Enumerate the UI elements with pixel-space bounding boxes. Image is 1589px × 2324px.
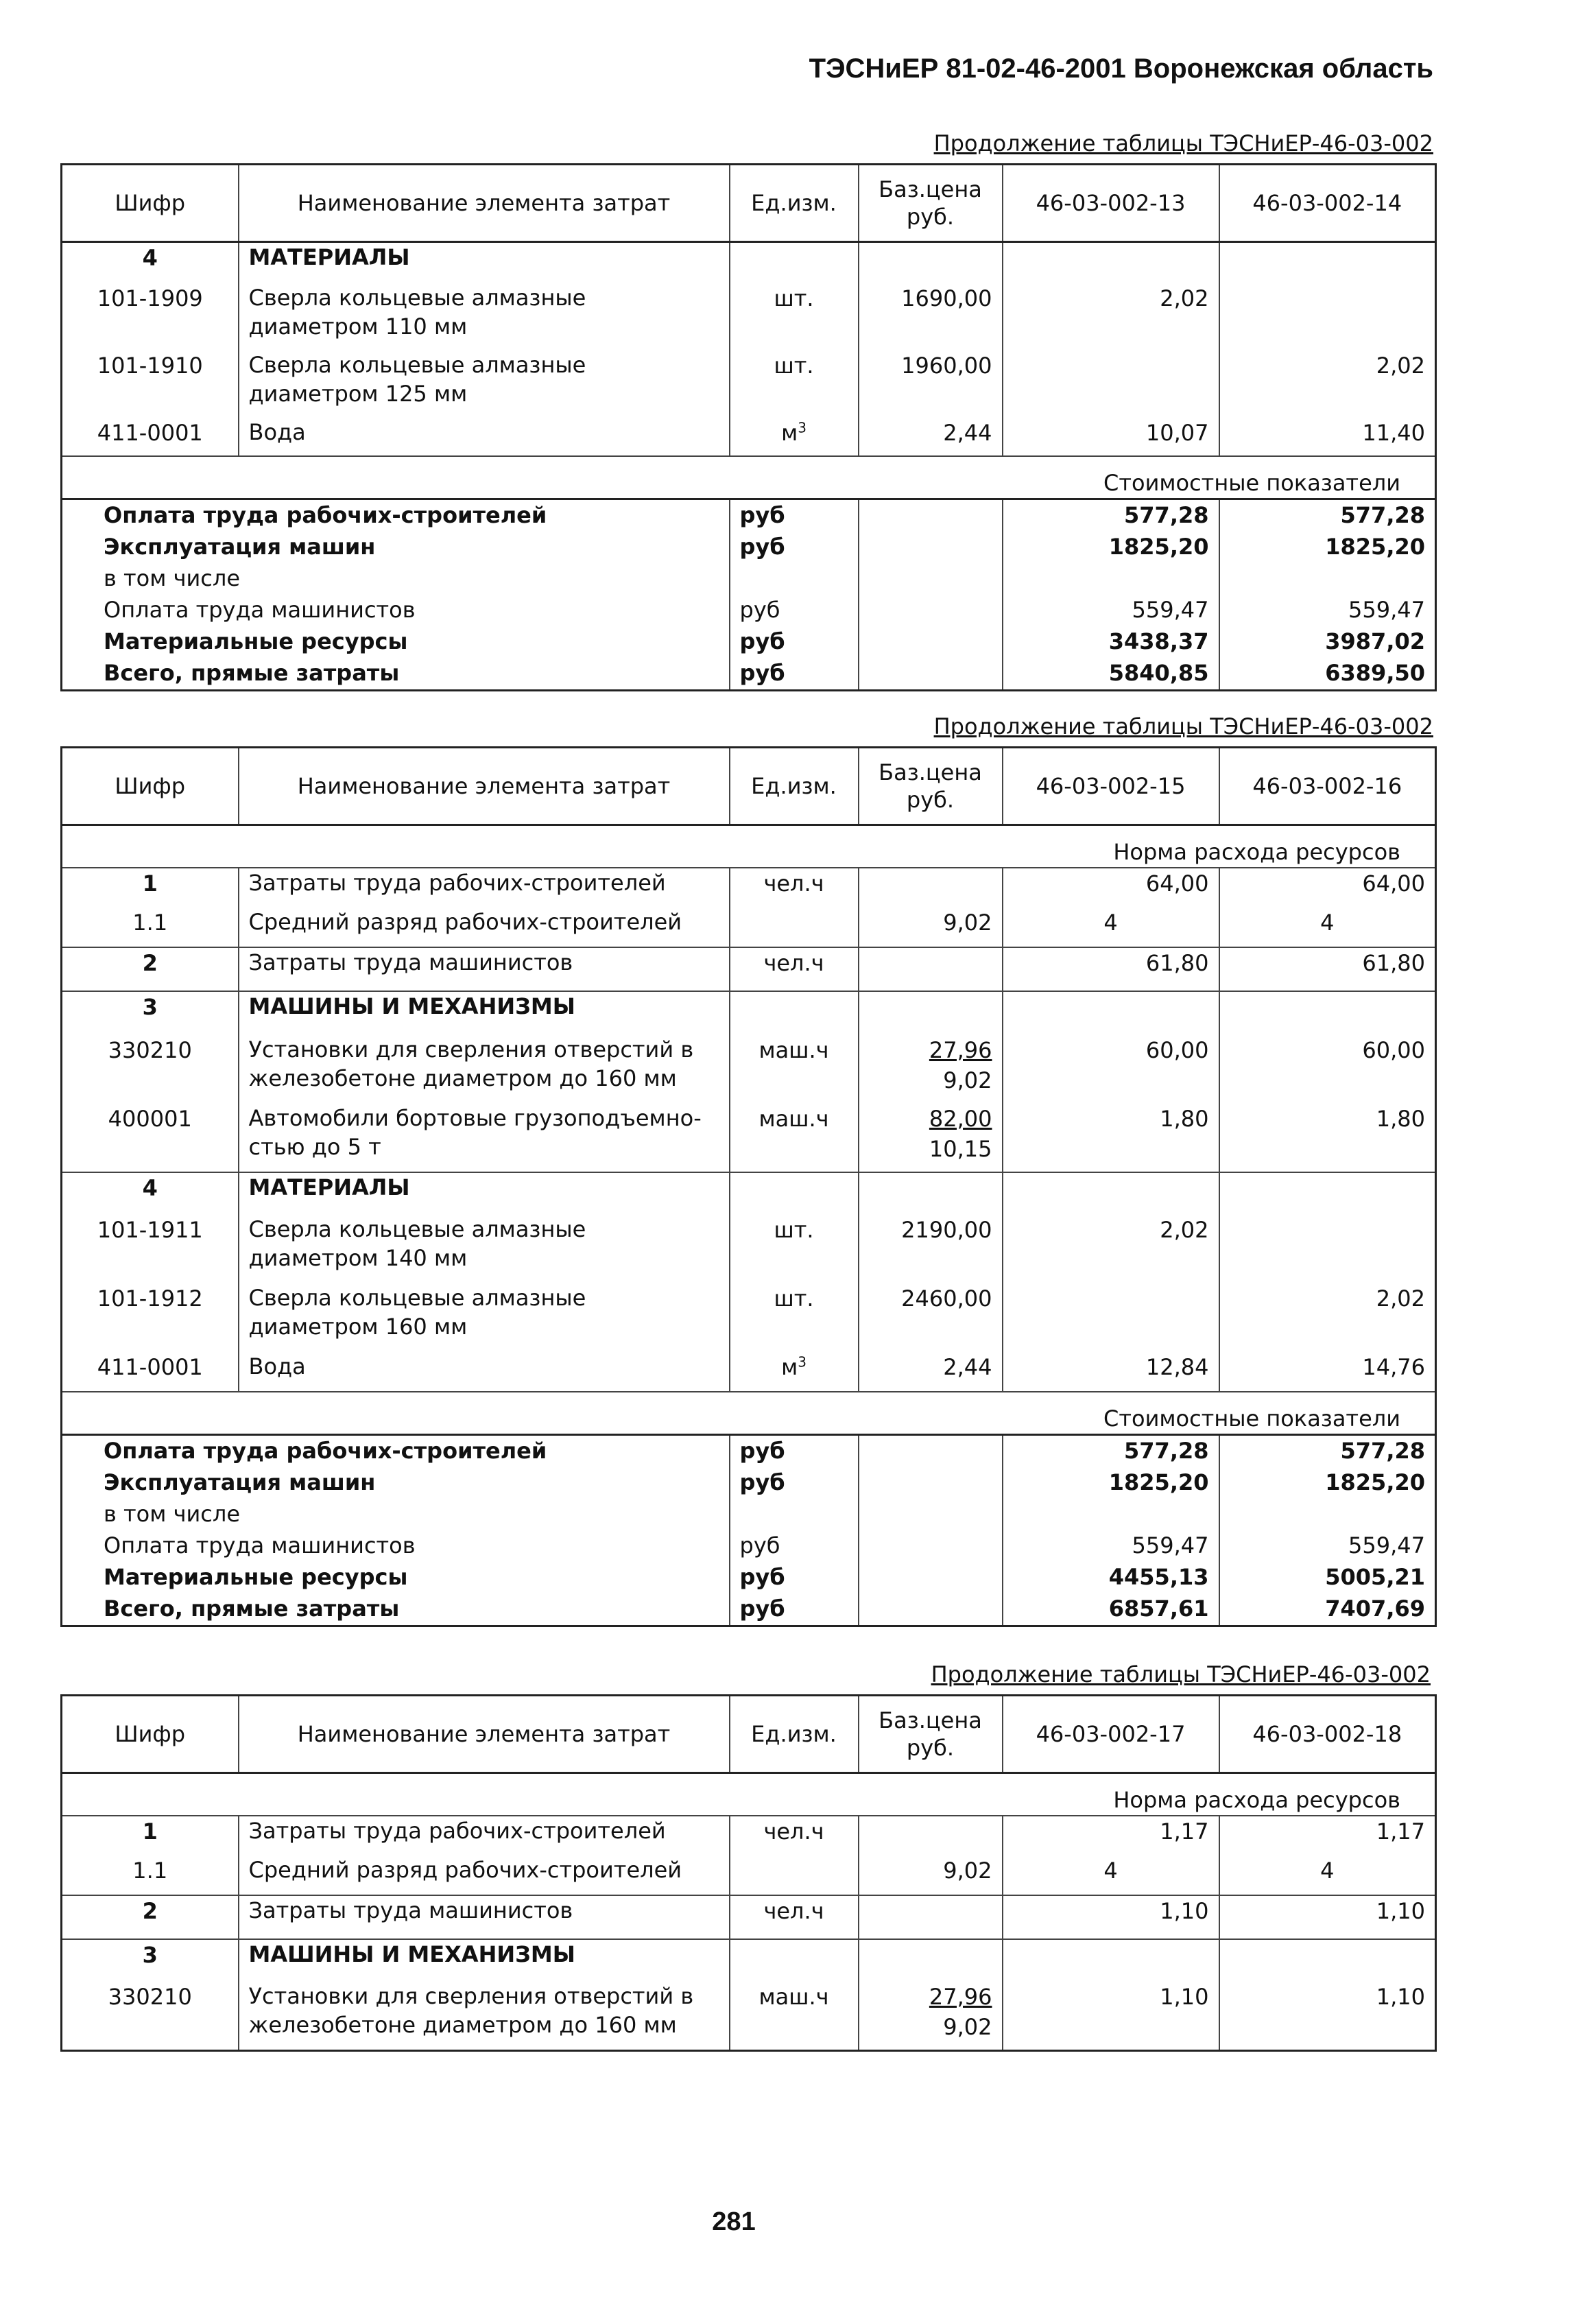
header-code: Шифр [62, 165, 239, 242]
row-code: 2 [62, 947, 239, 991]
summary-value-a: 5840,85 [1003, 658, 1219, 691]
row-unit: маш.ч [730, 1104, 859, 1172]
summary-label: Эксплуатация машин [62, 532, 730, 563]
row-code: 411-0001 [62, 1352, 239, 1392]
header-name: Наименование элемента затрат [239, 1696, 730, 1773]
summary-value-b: 577,28 [1219, 1435, 1436, 1468]
row-price [859, 242, 1003, 283]
row-name: Средний разряд рабочих-строителей [239, 908, 730, 947]
row-value-b: 60,00 [1219, 1035, 1436, 1104]
table2-header-row [62, 748, 1436, 825]
summary-row [62, 563, 1436, 595]
row-value-b: 1,80 [1219, 1104, 1436, 1172]
row-value-a: 4 [1003, 908, 1219, 947]
row-code: 1 [62, 1816, 239, 1855]
row-unit [730, 1855, 859, 1895]
summary-value-a: 577,28 [1003, 1435, 1219, 1468]
row-value-b [1219, 1172, 1436, 1215]
row-unit [730, 242, 859, 283]
row-value-b: 14,76 [1219, 1352, 1436, 1392]
table2-caption: Продолжение таблицы ТЭСНиЕР-46-03-002 [933, 713, 1433, 739]
table-row [62, 283, 1436, 351]
row-code: 101-1909 [62, 283, 239, 351]
summary-label: Оплата труда машинистов [62, 1530, 730, 1562]
section-label: Стоимостные показатели [62, 1392, 1436, 1435]
summary-value-b: 7407,69 [1219, 1593, 1436, 1626]
summary-unit: руб [730, 595, 859, 626]
summary-unit: руб [730, 1562, 859, 1593]
summary-unit: руб [730, 532, 859, 563]
summary-value-b: 577,28 [1219, 499, 1436, 532]
row-price [859, 1816, 1003, 1855]
summary-unit: руб [730, 626, 859, 658]
header-col-a: 46-03-002-17 [1003, 1696, 1219, 1773]
header-price: Баз.цена руб. [859, 748, 1003, 825]
row-unit: $м^3$ [730, 418, 859, 456]
row-price [859, 991, 1003, 1035]
row-price: 27,96 9,02 [859, 1982, 1003, 2050]
row-price: 82,00 10,15 [859, 1104, 1003, 1172]
summary-value-a [1003, 1499, 1219, 1530]
row-code: 4 [62, 1172, 239, 1215]
row-value-a: 61,80 [1003, 947, 1219, 991]
row-code: 3 [62, 1939, 239, 1982]
page-number: 281 [712, 2207, 756, 2236]
table-row [62, 908, 1436, 947]
summary-value-b: 6389,50 [1219, 658, 1436, 691]
row-code: 4 [62, 242, 239, 283]
row-unit [730, 991, 859, 1035]
header-col-b: 46-03-002-18 [1219, 1696, 1436, 1773]
summary-value-b: 559,47 [1219, 1530, 1436, 1562]
summary-row [62, 1593, 1436, 1626]
summary-value-a: 577,28 [1003, 499, 1219, 532]
row-price: 2,44 [859, 418, 1003, 456]
row-value-b: 4 [1219, 1855, 1436, 1895]
table-row [62, 868, 1436, 908]
summary-row [62, 1530, 1436, 1562]
row-name: МАШИНЫ И МЕХАНИЗМЫ [239, 1939, 730, 1982]
row-code: 3 [62, 991, 239, 1035]
summary-value-b [1219, 563, 1436, 595]
row-value-b [1219, 1215, 1436, 1283]
row-code: 411-0001 [62, 418, 239, 456]
table-row [62, 991, 1436, 1035]
summary-value-b: 5005,21 [1219, 1562, 1436, 1593]
row-price: 2460,00 [859, 1283, 1003, 1352]
row-name: Сверла кольцевые алмазные диаметром 140 мм [239, 1215, 730, 1283]
summary-label: Материальные ресурсы [62, 1562, 730, 1593]
row-price [859, 1172, 1003, 1215]
row-unit: чел.ч [730, 947, 859, 991]
row-name: МАТЕРИАЛЫ [239, 1172, 730, 1215]
table1-caption: Продолжение таблицы ТЭСНиЕР-46-03-002 [933, 130, 1433, 156]
row-value-a: 10,07 [1003, 418, 1219, 456]
row-price: 9,02 [859, 1855, 1003, 1895]
row-value-b: 4 [1219, 908, 1436, 947]
summary-row [62, 532, 1436, 563]
row-price: 27,96 9,02 [859, 1035, 1003, 1104]
table3-header-row [62, 1696, 1436, 1773]
row-unit [730, 1939, 859, 1982]
section-row [62, 1392, 1436, 1435]
row-unit: шт. [730, 351, 859, 418]
row-code: 2 [62, 1895, 239, 1939]
row-value-b: 1,17 [1219, 1816, 1436, 1855]
row-name: Вода [239, 1352, 730, 1392]
summary-label: в том числе [62, 563, 730, 595]
row-value-b [1219, 283, 1436, 351]
summary-row [62, 595, 1436, 626]
summary-row [62, 1562, 1436, 1593]
summary-value-b: 3987,02 [1219, 626, 1436, 658]
header-name: Наименование элемента затрат [239, 165, 730, 242]
header-code: Шифр [62, 1696, 239, 1773]
row-code: 1.1 [62, 1855, 239, 1895]
row-value-a [1003, 1172, 1219, 1215]
row-value-b [1219, 1939, 1436, 1982]
summary-value-b: 1825,20 [1219, 532, 1436, 563]
row-value-b: 1,10 [1219, 1895, 1436, 1939]
row-unit: маш.ч [730, 1035, 859, 1104]
section-row [62, 1773, 1436, 1816]
summary-value-a: 559,47 [1003, 1530, 1219, 1562]
row-value-b: 64,00 [1219, 868, 1436, 908]
summary-row [62, 658, 1436, 691]
row-name: Вода [239, 418, 730, 456]
section-label: Стоимостные показатели [62, 456, 1436, 499]
header-unit: Ед.изм. [730, 748, 859, 825]
row-name: Затраты труда машинистов [239, 1895, 730, 1939]
table-row [62, 1939, 1436, 1982]
summary-value-a: 3438,37 [1003, 626, 1219, 658]
row-code: 330210 [62, 1982, 239, 2050]
table-row [62, 1104, 1436, 1172]
summary-label: Всего, прямые затраты [62, 1593, 730, 1626]
summary-value-a: 1825,20 [1003, 532, 1219, 563]
row-unit: чел.ч [730, 868, 859, 908]
row-value-a: 60,00 [1003, 1035, 1219, 1104]
row-value-b: 2,02 [1219, 1283, 1436, 1352]
summary-value-b: 1825,20 [1219, 1467, 1436, 1499]
table1 [60, 163, 1437, 691]
table-row [62, 947, 1436, 991]
table-row [62, 242, 1436, 283]
row-name: Сверла кольцевые алмазные диаметром 110 мм [239, 283, 730, 351]
row-value-a [1003, 1283, 1219, 1352]
row-value-b [1219, 242, 1436, 283]
header-unit: Ед.изм. [730, 1696, 859, 1773]
row-code: 101-1911 [62, 1215, 239, 1283]
table-row [62, 1283, 1436, 1352]
row-value-b: 61,80 [1219, 947, 1436, 991]
row-unit: шт. [730, 1283, 859, 1352]
summary-unit [730, 1499, 859, 1530]
row-price: 9,02 [859, 908, 1003, 947]
row-name: Сверла кольцевые алмазные диаметром 125 мм [239, 351, 730, 418]
row-unit: шт. [730, 283, 859, 351]
row-value-b: 11,40 [1219, 418, 1436, 456]
row-price [859, 1939, 1003, 1982]
row-value-a: 1,80 [1003, 1104, 1219, 1172]
section-row [62, 456, 1436, 499]
header-col-a: 46-03-002-15 [1003, 748, 1219, 825]
summary-row [62, 626, 1436, 658]
row-value-a: 4 [1003, 1855, 1219, 1895]
summary-value-b [1219, 1499, 1436, 1530]
header-code: Шифр [62, 748, 239, 825]
summary-unit: руб [730, 499, 859, 532]
summary-value-a: 4455,13 [1003, 1562, 1219, 1593]
summary-value-a [1003, 563, 1219, 595]
row-value-a [1003, 1939, 1219, 1982]
table-row [62, 1215, 1436, 1283]
header-col-b: 46-03-002-14 [1219, 165, 1436, 242]
table3 [60, 1694, 1437, 2052]
summary-label: Эксплуатация машин [62, 1467, 730, 1499]
row-name: Автомобили бортовые грузоподъемно-стью до 5 т [239, 1104, 730, 1172]
header-name: Наименование элемента затрат [239, 748, 730, 825]
section-row [62, 825, 1436, 868]
table-row [62, 1816, 1436, 1855]
header-col-a: 46-03-002-13 [1003, 165, 1219, 242]
summary-unit [730, 563, 859, 595]
row-price: 1690,00 [859, 283, 1003, 351]
summary-value-b: 559,47 [1219, 595, 1436, 626]
row-unit [730, 1172, 859, 1215]
summary-label: в том числе [62, 1499, 730, 1530]
summary-unit: руб [730, 1593, 859, 1626]
row-name: Средний разряд рабочих-строителей [239, 1855, 730, 1895]
row-code: 1.1 [62, 908, 239, 947]
table-row [62, 418, 1436, 456]
row-code: 101-1912 [62, 1283, 239, 1352]
row-value-a: 2,02 [1003, 283, 1219, 351]
section-norm-label: Норма расхода ресурсов [62, 1773, 1436, 1816]
summary-unit: руб [730, 1530, 859, 1562]
table1-header-row [62, 165, 1436, 242]
table3-caption: Продолжение таблицы ТЭСНиЕР-46-03-002 [931, 1661, 1431, 1687]
summary-label: Оплата труда рабочих-строителей [62, 1435, 730, 1468]
row-name: Затраты труда машинистов [239, 947, 730, 991]
table-row [62, 1895, 1436, 1939]
summary-value-a: 6857,61 [1003, 1593, 1219, 1626]
row-price [859, 947, 1003, 991]
row-value-a: 1,17 [1003, 1816, 1219, 1855]
row-value-b: 2,02 [1219, 351, 1436, 418]
row-name: Затраты труда рабочих-строителей [239, 868, 730, 908]
row-price [859, 868, 1003, 908]
row-unit: чел.ч [730, 1895, 859, 1939]
row-name: МАШИНЫ И МЕХАНИЗМЫ [239, 991, 730, 1035]
header-price: Баз.цена руб. [859, 165, 1003, 242]
table-row [62, 1172, 1436, 1215]
summary-row [62, 1435, 1436, 1468]
section-norm-label: Норма расхода ресурсов [62, 825, 1436, 868]
row-name: Сверла кольцевые алмазные диаметром 160 мм [239, 1283, 730, 1352]
row-code: 330210 [62, 1035, 239, 1104]
summary-label: Всего, прямые затраты [62, 658, 730, 691]
row-unit: шт. [730, 1215, 859, 1283]
row-value-a [1003, 242, 1219, 283]
table-row [62, 351, 1436, 418]
summary-label: Оплата труда рабочих-строителей [62, 499, 730, 532]
row-value-a: 1,10 [1003, 1895, 1219, 1939]
row-value-a: 2,02 [1003, 1215, 1219, 1283]
summary-value-a: 559,47 [1003, 595, 1219, 626]
row-code: 1 [62, 868, 239, 908]
row-value-a [1003, 991, 1219, 1035]
row-unit: маш.ч [730, 1982, 859, 2050]
row-price [859, 1895, 1003, 1939]
summary-unit: руб [730, 1435, 859, 1468]
row-code: 400001 [62, 1104, 239, 1172]
row-name: Установки для сверления отверстий в железобетоне диаметром до 160 мм [239, 1982, 730, 2050]
summary-unit: руб [730, 658, 859, 691]
row-unit: $м^3$ [730, 1352, 859, 1392]
summary-value-a: 1825,20 [1003, 1467, 1219, 1499]
summary-row [62, 1467, 1436, 1499]
row-value-a: 12,84 [1003, 1352, 1219, 1392]
header-col-b: 46-03-002-16 [1219, 748, 1436, 825]
table2 [60, 746, 1437, 1627]
table-row [62, 1855, 1436, 1895]
row-code: 101-1910 [62, 351, 239, 418]
row-unit: чел.ч [730, 1816, 859, 1855]
row-price: 2190,00 [859, 1215, 1003, 1283]
table-row [62, 1035, 1436, 1104]
row-value-a: 1,10 [1003, 1982, 1219, 2050]
row-price: 2,44 [859, 1352, 1003, 1392]
row-name: Установки для сверления отверстий в железобетоне диаметром до 160 мм [239, 1035, 730, 1104]
row-unit [730, 908, 859, 947]
row-value-b [1219, 991, 1436, 1035]
row-value-a: 64,00 [1003, 868, 1219, 908]
header-price: Баз.цена руб. [859, 1696, 1003, 1773]
row-name: МАТЕРИАЛЫ [239, 242, 730, 283]
summary-row [62, 1499, 1436, 1530]
header-unit: Ед.изм. [730, 165, 859, 242]
document-header-title: ТЭСНиЕР 81-02-46-2001 Воронежская область [809, 54, 1433, 84]
row-value-a [1003, 351, 1219, 418]
summary-label: Оплата труда машинистов [62, 595, 730, 626]
row-price: 1960,00 [859, 351, 1003, 418]
summary-row [62, 499, 1436, 532]
table-row [62, 1982, 1436, 2050]
row-name: Затраты труда рабочих-строителей [239, 1816, 730, 1855]
row-value-b: 1,10 [1219, 1982, 1436, 2050]
summary-label: Материальные ресурсы [62, 626, 730, 658]
summary-unit: руб [730, 1467, 859, 1499]
table-row [62, 1352, 1436, 1392]
